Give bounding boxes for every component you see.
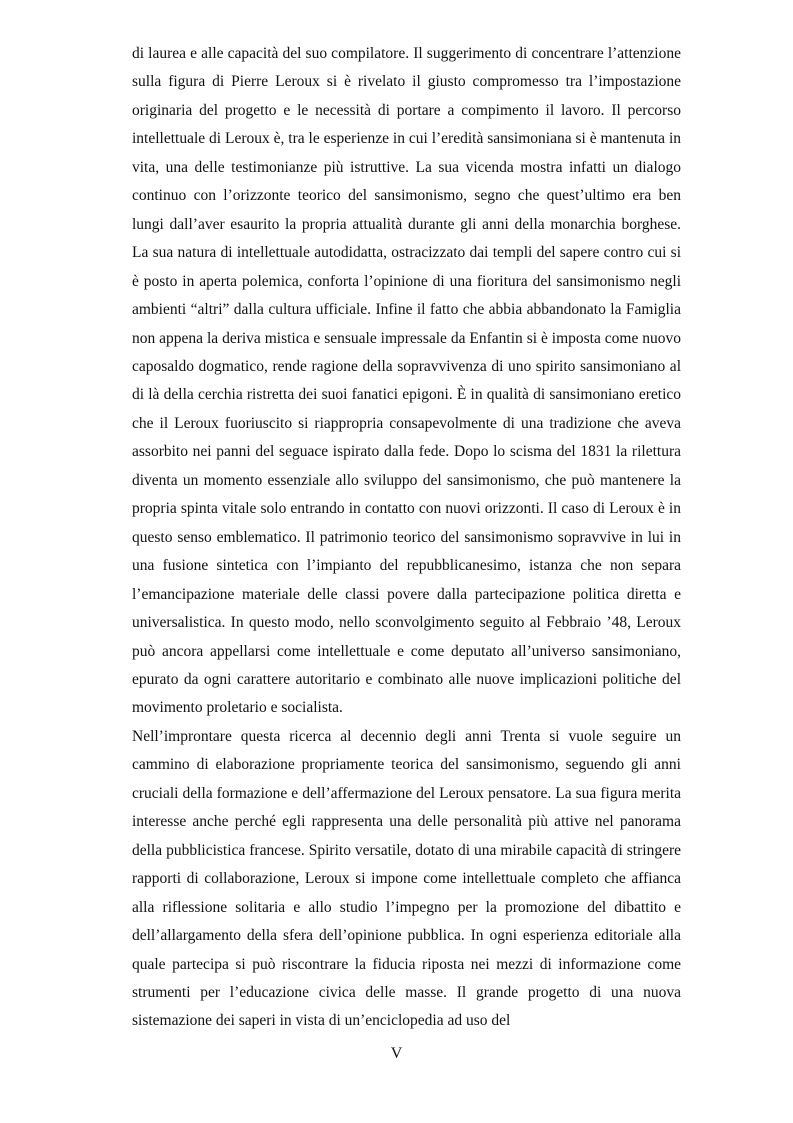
body-text <box>132 40 681 1036</box>
page-number: V <box>390 1045 403 1062</box>
paragraph-2: Nell’improntare questa ricerca al decennio degli anni Trenta si vuole seguire un cammino di elaborazione propriamente teorica del sansimonismo, seguendo gli anni cruciali della formazione e dell’affermazione del Leroux pensatore. La sua figura merita interesse anche perché egli rappresenta una delle personalità più attive nel panorama della pubblicistica francese. Spirito versatile, dotato di una mirabile capacità di stringere rapporti di collaborazione, Leroux si impone come intellettuale completo che affianca alla riflessione solitaria e allo studio l’impegno per la promozione del dibattito e dell’allargamento della sfera dell’opinione pubblica. In ogni esperienza editoriale alla quale partecipa si può riscontrare la fiducia riposta nei mezzi di informazione come strumenti per l’educazione civica delle masse. Il grande progetto di una nuova sistemazione dei saperi in vista di un’enciclopedia ad uso del <box>132 727 681 1030</box>
paragraph-1: di laurea e alle capacità del suo compilatore. Il suggerimento di concentrare l’attenzione sulla figura di Pierre Leroux si è rivelato il giusto compromesso tra l’impostazione originaria del progetto e le necessità di portare a compimento il lavoro. Il percorso intellettuale di Leroux è, tra le esperienze in cui l’eredità sansimoniana si è mantenuta in vita, una delle testimonianze più istruttive. La sua vicenda mostra infatti un dialogo continuo con l’orizzonte teorico del sansimonismo, segno che quest’ultimo era ben lungi dall’aver esaurito la propria attualità durante gli anni della monarchia borghese. La sua natura di intellettuale autodidatta, ostracizzato dai templi del sapere contro cui si è posto in aperta polemica, conforta l’opinione di una fioritura del sansimonismo negli ambienti “altri” dalla cultura ufficiale. Infine il fatto che abbia abbandonato la Famiglia non appena la deriva mistica e sensuale impressale da Enfantin si è imposta come nuovo caposaldo dogmatico, rende ragione della sopravvivenza di uno spirito sansimoniano al di là della cerchia ristretta dei suoi fanatici epigoni. È in qualità di sansimoniano eretico che il Leroux fuoriuscito si riappropria consapevolmente di una tradizione che aveva assorbito nei panni del seguace ispirato dalla fede. Dopo lo scisma del 1831 la rilettura diventa un momento essenziale allo sviluppo del sansimonismo, che può mantenere la propria spinta vitale solo entrando in contatto con nuovi orizzonti. Il caso di Leroux è in questo senso emblematico. Il patrimonio teorico del sansimonismo sopravvive in lui in una fusione sintetica con l’impianto del repubblicanesimo, istanza che non separa l’emancipazione materiale delle classi povere dalla partecipazione politica diretta e universalistica. In questo modo, nello sconvolgimento seguito al Febbraio ’48, Leroux può ancora appellarsi come intellettuale e come deputato all’universo sansimoniano, epurato da ogni carattere autoritario e combinato alle nuove implicazioni politiche del movimento proletario e socialista. <box>132 45 681 717</box>
